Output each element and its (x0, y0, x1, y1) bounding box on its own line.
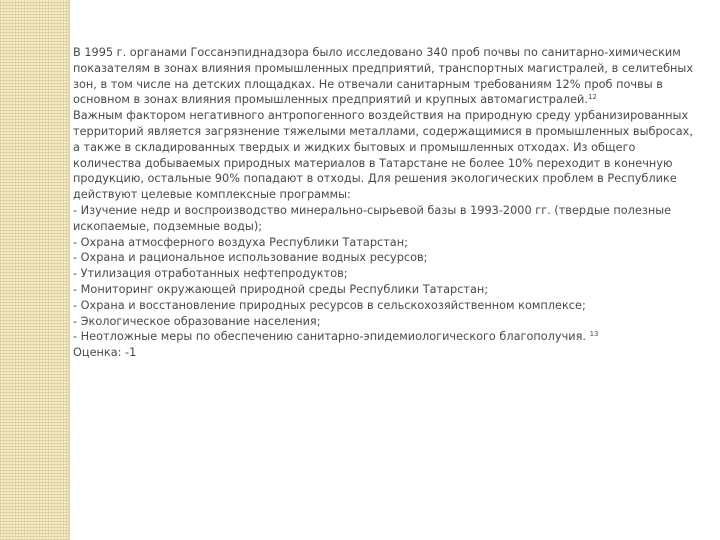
decorative-side-stripe (0, 0, 68, 540)
paragraph-soil-study (73, 45, 695, 108)
program-item: - Охрана и восстановление природных ресурсов в сельскохозяйственном комплексе; (73, 298, 586, 312)
program-item-text: - Неотложные меры по обеспечению санитарно-эпидемиологического благополучия. (73, 330, 586, 344)
paragraph-heavy-metals: Важным фактором негативного антропогенного воздействия на природную среду урбанизированных территорий является загрязнение тяжелыми металлами, содержащимися в промышленных выбросах, а также в складированных твердых и жидких бытовых и промышленных отходах. Из общего количества добываемых природных материалов в Татарстане не более 10% переходит в конечную продукцию, остальные 90% попадают в отходы. Для решения экологических проблем в Республике действуют целевые комплексные программы: (73, 109, 693, 202)
program-item: - Утилизация отработанных нефтепродуктов; (73, 267, 348, 281)
program-item-last (73, 329, 695, 345)
footnote-ref: 12 (588, 93, 597, 102)
stripe-divider (68, 0, 70, 540)
program-item: - Изучение недр и воспроизводство минерально-сырьевой базы в 1993-2000 гг. (твердые полезные ископаемые, подземные воды); (73, 203, 672, 233)
footnote-ref: 13 (589, 330, 599, 339)
program-item: - Мониторинг окружающей природной среды Республики Татарстан; (73, 282, 489, 296)
program-item: - Охрана и рациональное использование водных ресурсов; (73, 251, 428, 265)
program-item: - Охрана атмосферного воздуха Республики Татарстан; (73, 235, 408, 249)
program-item: - Экологическое образование населения; (73, 314, 321, 328)
score-line: Оценка: -1 (73, 346, 137, 360)
paragraph-text: В 1995 г. органами Госсанэпиднадзора было исследовано 340 проб почвы по санитарно-химическим показателям в зонах влияния промышленных предприятий, транспортных магистралей, в селитебных зон, в том числе на детских площадках. Не отвечали санитарным требованиям 12% проб почвы в основном в зонах влияния промышленных предприятий и крупных автомагистралей. (73, 46, 694, 107)
document-body (73, 45, 695, 361)
